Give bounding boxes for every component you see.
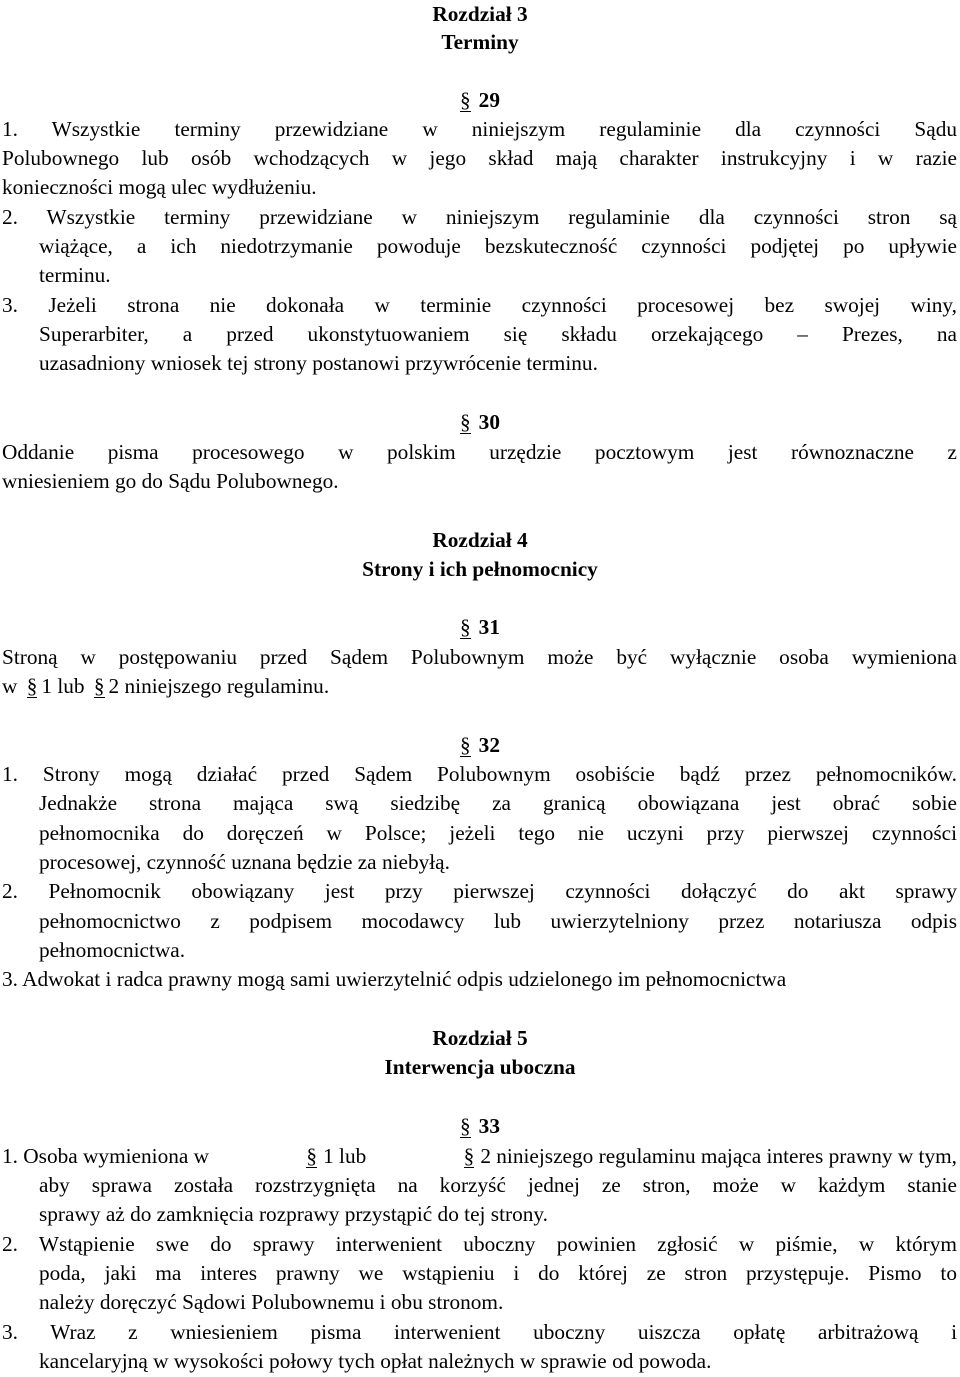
text-line: aby sprawa została rozstrzygnięta na korzyść jednej ze stron, może w każdym stanie — [39, 1173, 957, 1197]
text-line: 2. Wszystkie terminy przewidziane w niniejszym regulaminie dla czynności stron są — [2, 205, 957, 229]
text-line — [2, 1142, 957, 1171]
text-span-group — [306, 1142, 366, 1171]
text-line: 1. Strony mogą działać przed Sądem Polubownym osobiście bądź przez pełnomocników. — [2, 762, 957, 786]
text-line: Oddanie pisma procesowego w polskim urzędzie pocztowym jest równoznaczne z — [2, 440, 957, 464]
text-line: terminu. — [39, 263, 111, 287]
paragraph-sign: § — [460, 731, 471, 760]
paragraph-sign: § — [460, 1112, 471, 1141]
text-span: 1 lub — [323, 1144, 367, 1168]
text-line: 2. Wstąpienie swe do sprawy interwenient uboczny powinien zgłosić w piśmie, w którym — [2, 1232, 957, 1256]
text-span: 2 niniejszego regulaminu. — [108, 674, 330, 698]
text-line: kancelaryjną w wysokości połowy tych opłat należnych w sprawie od powoda. — [39, 1349, 712, 1373]
paragraph-heading — [0, 1112, 960, 1141]
paragraph-sign: § — [460, 613, 471, 642]
paragraph-heading — [0, 613, 960, 642]
paragraph-sign: § — [464, 1142, 475, 1171]
paragraph-sign: § — [94, 672, 105, 701]
text-line: 3. Adwokat i radca prawny mogą sami uwierzytelnić odpis udzielonego im pełnomocnictwa — [2, 967, 787, 991]
paragraph-number: 32 — [478, 733, 500, 757]
text-line: Superarbiter, a przed ukonstytuowaniem się składu orzekającego – Prezes, na — [39, 322, 957, 346]
text-line: wiążące, a ich niedotrzymanie powoduje bezskuteczność czynności podjętej po upływie — [39, 234, 957, 258]
text-line: Stroną w postępowaniu przed Sądem Polubownym może być wyłącznie osoba wymieniona — [2, 645, 957, 669]
text-line: 3. Jeżeli strona nie dokonała w terminie czynności procesowej bez swojej winy, — [2, 293, 957, 317]
text-line: procesowej, czynność uznana będzie za niebyłą. — [39, 850, 450, 874]
text-line: wniesieniem go do Sądu Polubownego. — [2, 469, 339, 493]
paragraph-heading — [0, 408, 960, 437]
text-span: 1. Osoba wymieniona w — [2, 1144, 210, 1168]
text-span: w — [2, 674, 18, 698]
chapter-subtitle: Strony i ich pełnomocnicy — [362, 557, 598, 581]
text-line: pełnomocnika do doręczeń w Polsce; jeżeli tego nie uczyni przy pierwszej czynności — [39, 821, 957, 845]
paragraph-number: 29 — [478, 88, 500, 112]
text-line: poda, jaki ma interes prawny we wstąpieniu i do której ze stron przystępuje. Pismo to — [39, 1261, 957, 1285]
paragraph-sign: § — [306, 1142, 317, 1171]
chapter-title: Rozdział 3 — [432, 2, 528, 26]
chapter-subtitle: Terminy — [441, 30, 519, 54]
chapter-title: Rozdział 5 — [432, 1026, 528, 1050]
text-line — [2, 672, 957, 701]
text-line: 2. Pełnomocnik obowiązany jest przy pierwszej czynności dołączyć do akt sprawy — [2, 879, 957, 903]
paragraph-sign: § — [27, 672, 38, 701]
text-line: sprawy aż do zamknięcia rozprawy przystąpić do tej strony. — [39, 1202, 548, 1226]
paragraph-heading — [0, 86, 960, 115]
paragraph-sign: § — [460, 86, 471, 115]
text-span: 2 niniejszego regulaminu mająca interes prawny w tym, — [480, 1144, 957, 1168]
paragraph-sign: § — [460, 408, 471, 437]
text-line: należy doręczyć Sądowi Polubownemu i obu stronom. — [39, 1290, 504, 1314]
text-line: pełnomocnictwa. — [39, 938, 186, 962]
text-span-group — [464, 1142, 957, 1171]
paragraph-number: 33 — [478, 1114, 500, 1138]
text-line: 1. Wszystkie terminy przewidziane w niniejszym regulaminie dla czynności Sądu — [2, 117, 957, 141]
paragraph-heading — [0, 731, 960, 760]
chapter-subtitle: Interwencja uboczna — [384, 1055, 576, 1079]
text-line: 3. Wraz z wniesieniem pisma interwenient uboczny uiszcza opłatę arbitrażową i — [2, 1320, 957, 1344]
chapter-title: Rozdział 4 — [432, 528, 528, 552]
text-span: 1 lub — [41, 674, 85, 698]
text-line: uzasadniony wniosek tej strony postanowi przywrócenie terminu. — [39, 351, 598, 375]
text-line: Jednakże strona mająca swą siedzibę za granicą obowiązana jest obrać sobie — [39, 791, 957, 815]
text-line: konieczności mogą ulec wydłużeniu. — [2, 175, 317, 199]
text-line: pełnomocnictwo z podpisem mocodawcy lub uwierzytelniony przez notariusza odpis — [39, 909, 957, 933]
paragraph-number: 30 — [478, 410, 500, 434]
paragraph-number: 31 — [478, 615, 500, 639]
text-line: Polubownego lub osób wchodzących w jego skład mają charakter instrukcyjny i w razie — [2, 146, 957, 170]
